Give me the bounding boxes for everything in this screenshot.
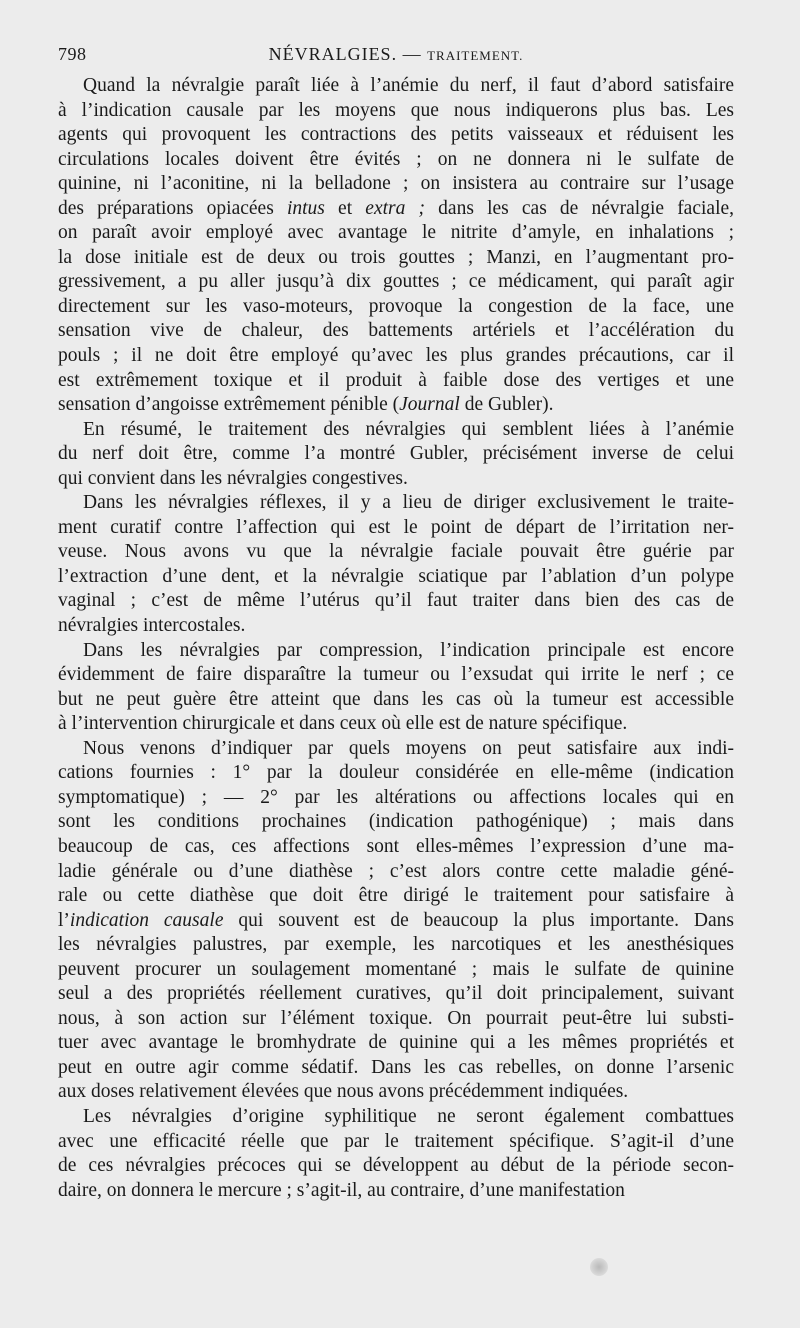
text-line: sensation d’angoisse extrêmement pénible (Journal de Gubler).: [58, 394, 554, 416]
paragraph: [58, 639, 734, 737]
text-line: sont les conditions prochaines (indication pathogénique) ; mais dans: [58, 811, 734, 833]
text-line: on paraît avoir employé avec avantage le nitrite d’amyle, en inhalations ;: [58, 222, 734, 244]
text-line: nous, à son action sur l’élément toxique. On pourrait peut-être lui substi-: [58, 1007, 734, 1029]
text-line: des préparations opiacées intus et extra ; dans les cas de névralgie faciale,: [58, 197, 735, 219]
running-header: [58, 44, 734, 68]
body-text: [58, 74, 734, 1203]
italic-text: extra ;: [365, 197, 426, 219]
text-line: En résumé, le traitement des névralgies qui semblent liées à l’anémie: [83, 418, 734, 440]
running-title: [58, 44, 734, 65]
text-line: rale ou cette diathèse que doit être dirigé le traitement pour satisfaire à: [58, 885, 734, 907]
text-line: à l’indication causale par les moyens que nous indiquerons plus bas. Les: [58, 99, 734, 121]
text-line: du nerf doit être, comme l’a montré Gubler, précisément inverse de celui: [58, 443, 734, 465]
text-line: cations fournies : 1° par la douleur considérée en elle-même (indication: [58, 762, 734, 784]
text-line: but ne peut guère être atteint que dans les cas où la tumeur est accessible: [58, 688, 734, 710]
running-title-sub: TRAITEMENT.: [427, 48, 524, 63]
paragraph: [58, 737, 734, 1105]
paragraph: [58, 491, 734, 638]
text-line: les névralgies palustres, par exemple, les narcotiques et les anesthésiques: [58, 934, 734, 956]
text-line: névralgies intercostales.: [58, 615, 246, 637]
text-line: daire, on donnera le mercure ; s’agit-il, au contraire, d’une manifestation: [58, 1179, 625, 1201]
text-line: peuvent procurer un soulagement momentané ; mais le sulfate de quinine: [58, 958, 734, 980]
text-line: symptomatique) ; — 2° par les altérations ou affections locales qui en: [58, 786, 734, 808]
paragraph: [58, 1105, 734, 1203]
paragraph: [58, 418, 734, 492]
text-line: de ces névralgies précoces qui se développent au début de la période secon-: [58, 1155, 734, 1177]
text-line: seul a des propriétés réellement curatives, qu’il doit principalement, suivant: [58, 983, 734, 1005]
text-line: la dose initiale est de deux ou trois gouttes ; Manzi, en l’augmentant pro-: [58, 246, 734, 268]
text-line: est extrêmement toxique et il produit à faible dose des vertiges et une: [58, 369, 734, 391]
text-line: peut en outre agir comme sédatif. Dans les cas rebelles, on donne l’arsenic: [58, 1056, 734, 1078]
text-line: directement sur les vaso-moteurs, provoque la congestion de la face, une: [58, 295, 734, 317]
text-line: aux doses relativement élevées que nous avons précédemment indiquées.: [58, 1081, 629, 1103]
text-line: Dans les névralgies réflexes, il y a lieu de diriger exclusivement le traite-: [83, 492, 734, 514]
text-line: l’indication causale qui souvent est de beaucoup la plus importante. Dans: [58, 909, 734, 931]
text-line: Les névralgies d’origine syphilitique ne seront également combattues: [83, 1105, 734, 1127]
text-line: évidemment de faire disparaître la tumeur ou l’exsudat qui irrite le nerf ; ce: [58, 664, 734, 686]
text-line: l’extraction d’une dent, et la névralgie sciatique par l’ablation d’un polype: [58, 565, 734, 587]
text-line: Dans les névralgies par compression, l’indication principale est encore: [83, 639, 734, 661]
page-number: 798: [58, 44, 87, 64]
text-line: gressivement, a pu aller jusqu’à dix gouttes ; ce médicament, qui paraît agir: [58, 271, 734, 293]
italic-text: intus: [286, 197, 325, 219]
text-line: tuer avec avantage le bromhydrate de quinine qui a les mêmes propriétés et: [58, 1032, 734, 1054]
text-line: veuse. Nous avons vu que la névralgie faciale pouvait être guérie par: [58, 541, 734, 563]
text-line: sensation vive de chaleur, des battements artériels et l’accélération du: [58, 320, 734, 342]
text-line: beaucoup de cas, ces affections sont elles-mêmes l’expression d’une ma-: [58, 835, 734, 857]
text-line: pouls ; il ne doit être employé qu’avec les plus grandes précautions, car il: [58, 345, 734, 367]
paragraph: [58, 74, 734, 418]
running-title-separator: —: [397, 44, 428, 64]
text-line: avec une efficacité réelle que par le traitement spécifique. S’agit-il d’une: [58, 1130, 734, 1152]
text-line: à l’intervention chirurgicale et dans ceux où elle est de nature spécifique.: [58, 713, 628, 735]
running-title-main: NÉVRALGIES.: [268, 44, 398, 64]
text-line: ment curatif contre l’affection qui est le point de départ de l’irritation ner-: [58, 516, 734, 538]
paper-stain: [590, 1258, 608, 1276]
text-line: vaginal ; c’est de même l’utérus qu’il faut traiter dans bien des cas de: [58, 590, 734, 612]
text-line: agents qui provoquent les contractions des petits vaisseaux et réduisent les: [58, 124, 734, 146]
text-line: Quand la névralgie paraît liée à l’anémie du nerf, il faut d’abord satisfaire: [83, 75, 734, 96]
italic-text: Journal: [399, 394, 460, 416]
text-line: quinine, ni l’aconitine, ni la belladone ; on insistera au contraire sur l’usage: [58, 173, 734, 195]
text-line: circulations locales doivent être évités ; on ne donnera ni le sulfate de: [58, 148, 734, 170]
text-line: ladie générale ou d’une diathèse ; c’est alors contre cette maladie géné-: [58, 860, 734, 882]
text-line: qui convient dans les névralgies congestives.: [58, 467, 408, 489]
italic-text: indication causale: [69, 909, 224, 931]
text-line: Nous venons d’indiquer par quels moyens on peut satisfaire aux indi-: [83, 737, 734, 759]
